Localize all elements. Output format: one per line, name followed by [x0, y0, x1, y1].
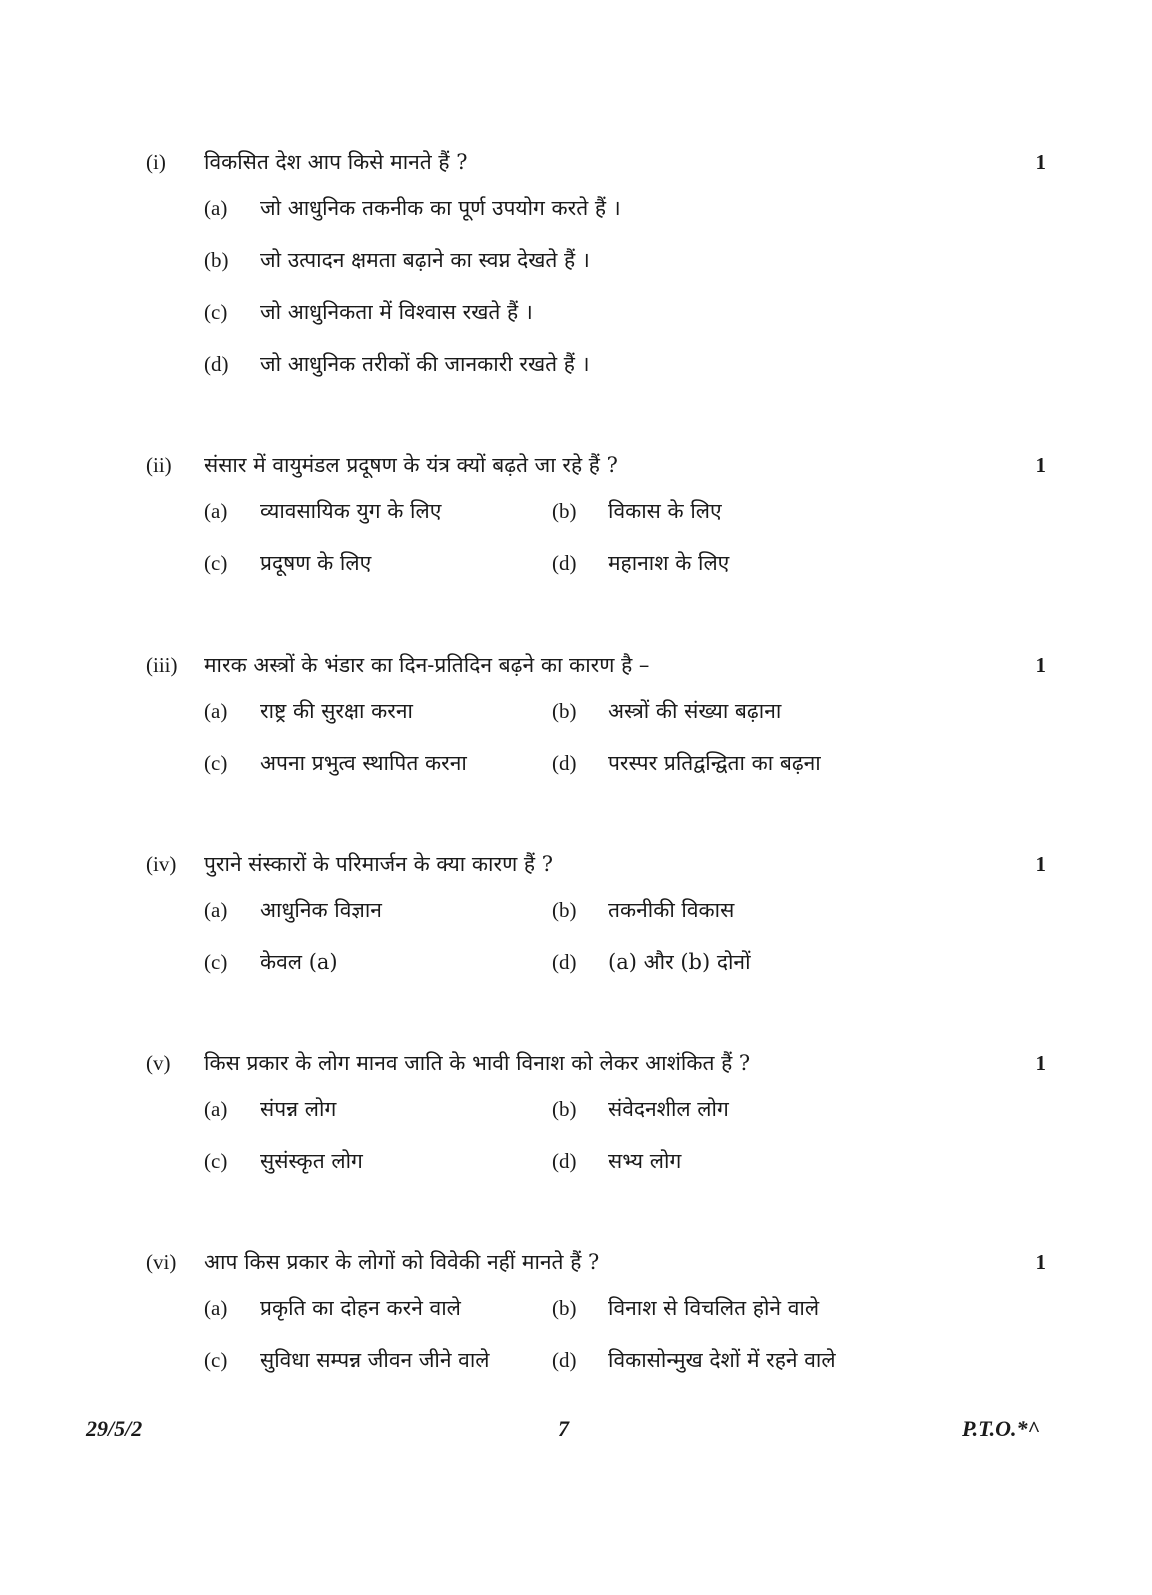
- option-text: विकास के लिए: [608, 499, 722, 523]
- option-label: (b): [552, 699, 577, 723]
- option-label: (b): [552, 1097, 577, 1121]
- option-label: (b): [204, 248, 229, 272]
- option-text: प्रकृति का दोहन करने वाले: [260, 1296, 461, 1320]
- question-marks: 1: [1035, 653, 1046, 677]
- option-label: (a): [204, 1097, 228, 1121]
- question-text: संसार में वायुमंडल प्रदूषण के यंत्र क्यों बढ़ते जा रहे हैं ?: [204, 453, 618, 477]
- option-text: विनाश से विचलित होने वाले: [608, 1296, 820, 1320]
- question-stem: [146, 645, 1046, 685]
- option-row: [146, 1282, 1046, 1334]
- option-label: (d): [552, 950, 577, 974]
- option-label: (a): [204, 1296, 228, 1320]
- option-label: (c): [204, 1348, 228, 1372]
- option-text: संवेदनशील लोग: [608, 1097, 729, 1121]
- option-row: [146, 737, 1046, 789]
- question-number: (iii): [146, 653, 178, 677]
- option-text: तकनीकी विकास: [608, 898, 735, 922]
- question-number: (ii): [146, 453, 172, 477]
- option-row: [146, 1334, 1046, 1386]
- question-text: पुराने संस्कारों के परिमार्जन के क्या कारण हैं ?: [204, 852, 554, 876]
- option-row: [146, 884, 1046, 936]
- option-row: [146, 1083, 1046, 1135]
- option-label: (c): [204, 300, 228, 324]
- option-text: अपना प्रभुत्व स्थापित करना: [260, 751, 467, 775]
- option-text: राष्ट्र की सुरक्षा करना: [260, 699, 413, 723]
- question-3: [146, 645, 1046, 789]
- option-text: जो उत्पादन क्षमता बढ़ाने का स्वप्न देखते हैं ।: [260, 248, 590, 272]
- question-marks: 1: [1035, 852, 1046, 876]
- question-stem: [146, 844, 1046, 884]
- option-label: (a): [204, 898, 228, 922]
- question-text: मारक अस्त्रों के भंडार का दिन-प्रतिदिन बढ़ने का कारण है –: [204, 653, 650, 677]
- option-label: (d): [204, 352, 229, 376]
- option-label: (d): [552, 751, 577, 775]
- question-number: (v): [146, 1051, 171, 1075]
- paper-code: 29/5/2: [86, 1416, 143, 1441]
- option-text: (a) और (b) दोनों: [608, 950, 751, 974]
- option-row: [146, 338, 1046, 390]
- question-text: आप किस प्रकार के लोगों को विवेकी नहीं मानते हैं ?: [204, 1250, 600, 1274]
- question-6: [146, 1242, 1046, 1386]
- option-label: (b): [552, 1296, 577, 1320]
- option-label: (a): [204, 499, 228, 523]
- question-number: (vi): [146, 1250, 177, 1274]
- option-row: [146, 685, 1046, 737]
- option-label: (c): [204, 551, 228, 575]
- option-row: [146, 936, 1046, 988]
- option-text: जो आधुनिकता में विश्वास रखते हैं ।: [260, 300, 533, 324]
- question-text: किस प्रकार के लोग मानव जाति के भावी विनाश को लेकर आशंकित हैं ?: [204, 1051, 751, 1075]
- page-number: 7: [558, 1416, 569, 1441]
- option-text: सुसंस्कृत लोग: [260, 1149, 363, 1173]
- option-label: (b): [552, 898, 577, 922]
- option-text: परस्पर प्रतिद्वन्द्विता का बढ़ना: [608, 751, 821, 775]
- option-text: आधुनिक विज्ञान: [260, 898, 382, 922]
- option-text: महानाश के लिए: [608, 551, 730, 575]
- question-1: [146, 142, 1046, 390]
- question-marks: 1: [1035, 453, 1046, 477]
- option-label: (a): [204, 699, 228, 723]
- option-text: जो आधुनिक तरीकों की जानकारी रखते हैं ।: [260, 352, 590, 376]
- option-text: संपन्न लोग: [260, 1097, 337, 1121]
- question-stem: [146, 1043, 1046, 1083]
- question-marks: 1: [1035, 1250, 1046, 1274]
- question-stem: [146, 1242, 1046, 1282]
- option-row: [146, 286, 1046, 338]
- option-text: जो आधुनिक तकनीक का पूर्ण उपयोग करते हैं ।: [260, 196, 621, 220]
- question-stem: [146, 445, 1046, 485]
- question-number: (i): [146, 150, 166, 174]
- option-text: व्यावसायिक युग के लिए: [260, 499, 442, 523]
- question-stem: [146, 142, 1046, 182]
- pto-marker: P.T.O.*^: [962, 1416, 1040, 1441]
- option-text: प्रदूषण के लिए: [260, 551, 372, 575]
- option-label: (c): [204, 950, 228, 974]
- option-text: केवल (a): [260, 950, 338, 974]
- option-text: अस्त्रों की संख्या बढ़ाना: [608, 699, 782, 723]
- question-5: [146, 1043, 1046, 1187]
- option-text: सभ्य लोग: [608, 1149, 682, 1173]
- option-label: (d): [552, 1348, 577, 1372]
- option-row: [146, 234, 1046, 286]
- question-marks: 1: [1035, 1051, 1046, 1075]
- question-text: विकसित देश आप किसे मानते हैं ?: [204, 150, 468, 174]
- option-label: (d): [552, 551, 577, 575]
- question-marks: 1: [1035, 150, 1046, 174]
- option-label: (d): [552, 1149, 577, 1173]
- option-row: [146, 182, 1046, 234]
- option-row: [146, 485, 1046, 537]
- question-number: (iv): [146, 852, 177, 876]
- option-row: [146, 1135, 1046, 1187]
- question-2: [146, 445, 1046, 589]
- option-label: (a): [204, 196, 228, 220]
- option-text: सुविधा सम्पन्न जीवन जीने वाले: [260, 1348, 490, 1372]
- question-4: [146, 844, 1046, 988]
- option-row: [146, 537, 1046, 589]
- option-label: (c): [204, 1149, 228, 1173]
- option-label: (b): [552, 499, 577, 523]
- option-text: विकासोन्मुख देशों में रहने वाले: [608, 1348, 836, 1372]
- option-label: (c): [204, 751, 228, 775]
